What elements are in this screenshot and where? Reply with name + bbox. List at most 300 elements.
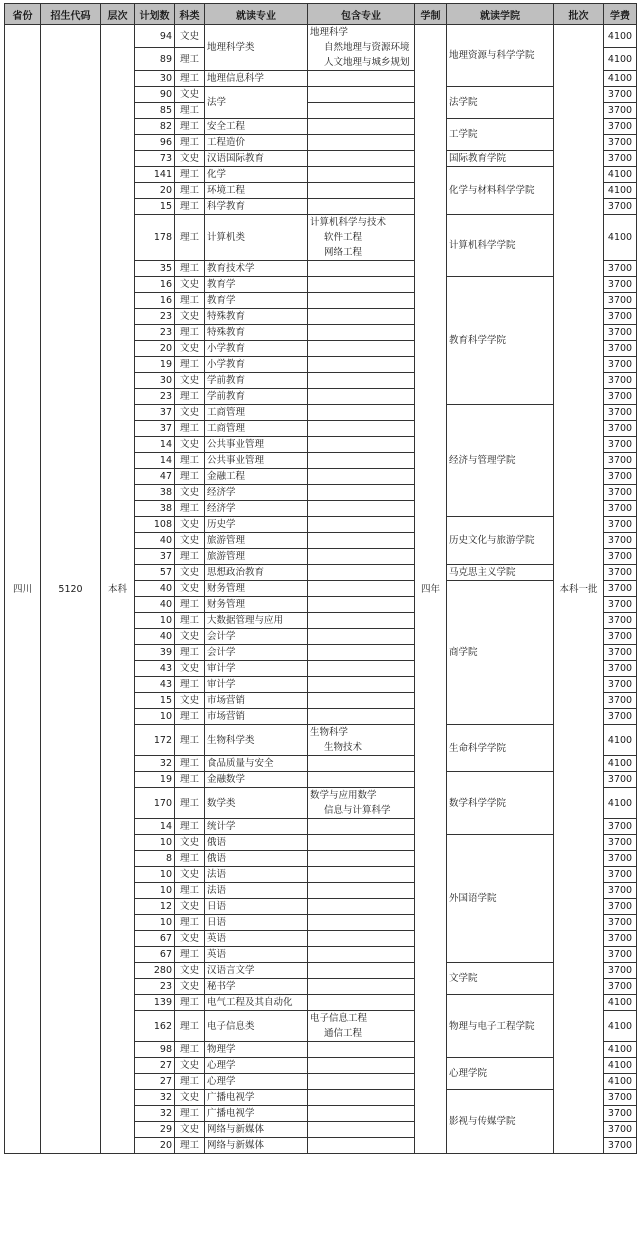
included-majors-empty bbox=[308, 151, 415, 167]
tuition-fee: 4100 bbox=[604, 215, 637, 261]
included-major-sub: 人文地理与城乡规划 bbox=[324, 57, 410, 68]
included-majors-empty bbox=[308, 963, 415, 979]
plan-count: 139 bbox=[135, 995, 175, 1011]
subject-category: 理工 bbox=[175, 883, 205, 899]
tuition-fee: 3700 bbox=[604, 867, 637, 883]
plan-count: 37 bbox=[135, 549, 175, 565]
included-majors-empty bbox=[308, 709, 415, 725]
plan-count: 141 bbox=[135, 167, 175, 183]
included-majors-empty bbox=[308, 835, 415, 851]
plan-count: 96 bbox=[135, 135, 175, 151]
tuition-fee: 3700 bbox=[604, 309, 637, 325]
major-name: 公共事业管理 bbox=[205, 437, 308, 453]
plan-count: 98 bbox=[135, 1042, 175, 1058]
included-major-sub: 生物技术 bbox=[324, 742, 363, 753]
tuition-fee: 3700 bbox=[604, 851, 637, 867]
tuition-fee: 3700 bbox=[604, 87, 637, 103]
plan-count: 32 bbox=[135, 1090, 175, 1106]
included-major-sub: 自然地理与资源环境 bbox=[324, 42, 410, 53]
major-name: 心理学 bbox=[205, 1074, 308, 1090]
subject-category: 理工 bbox=[175, 788, 205, 819]
tuition-fee: 3700 bbox=[604, 1106, 637, 1122]
major-name: 俄语 bbox=[205, 835, 308, 851]
included-majors-empty bbox=[308, 661, 415, 677]
included-majors-empty bbox=[308, 883, 415, 899]
subject-category: 文史 bbox=[175, 693, 205, 709]
plan-count: 8 bbox=[135, 851, 175, 867]
included-major-main: 数学与应用数学 bbox=[310, 790, 377, 801]
subject-category: 理工 bbox=[175, 421, 205, 437]
included-majors-empty bbox=[308, 453, 415, 469]
subject-category: 理工 bbox=[175, 103, 205, 119]
tuition-fee: 3700 bbox=[604, 931, 637, 947]
college-name: 工学院 bbox=[447, 119, 554, 151]
included-majors-empty bbox=[308, 135, 415, 151]
subject-category: 理工 bbox=[175, 756, 205, 772]
plan-count: 178 bbox=[135, 215, 175, 261]
plan-count: 10 bbox=[135, 709, 175, 725]
subject-category: 文史 bbox=[175, 661, 205, 677]
included-majors-empty bbox=[308, 995, 415, 1011]
included-majors-empty bbox=[308, 341, 415, 357]
included-majors-empty bbox=[308, 277, 415, 293]
major-name: 会计学 bbox=[205, 645, 308, 661]
included-majors-empty bbox=[308, 613, 415, 629]
tuition-fee: 3700 bbox=[604, 373, 637, 389]
included-major-sub: 通信工程 bbox=[324, 1028, 363, 1039]
table-body bbox=[5, 25, 637, 1154]
plan-count: 19 bbox=[135, 772, 175, 788]
tuition-fee: 3700 bbox=[604, 645, 637, 661]
major-name: 英语 bbox=[205, 947, 308, 963]
subject-category: 理工 bbox=[175, 995, 205, 1011]
major-name: 英语 bbox=[205, 931, 308, 947]
tuition-fee: 3700 bbox=[604, 1122, 637, 1138]
included-majors-empty bbox=[308, 1138, 415, 1154]
major-name: 法语 bbox=[205, 883, 308, 899]
tuition-fee: 4100 bbox=[604, 725, 637, 756]
tuition-fee: 4100 bbox=[604, 788, 637, 819]
plan-count: 12 bbox=[135, 899, 175, 915]
plan-count: 30 bbox=[135, 71, 175, 87]
tuition-fee: 4100 bbox=[604, 1058, 637, 1074]
tuition-fee: 4100 bbox=[604, 167, 637, 183]
header-province: 省份 bbox=[5, 4, 41, 25]
tuition-fee: 3700 bbox=[604, 819, 637, 835]
header-college: 就读学院 bbox=[447, 4, 554, 25]
plan-count: 89 bbox=[135, 48, 175, 71]
included-majors-empty bbox=[308, 1042, 415, 1058]
major-name: 公共事业管理 bbox=[205, 453, 308, 469]
subject-category: 文史 bbox=[175, 405, 205, 421]
subject-category: 理工 bbox=[175, 1138, 205, 1154]
major-name: 心理学 bbox=[205, 1058, 308, 1074]
major-name: 金融数学 bbox=[205, 772, 308, 788]
included-majors-empty bbox=[308, 405, 415, 421]
tuition-fee: 3700 bbox=[604, 979, 637, 995]
major-name: 会计学 bbox=[205, 629, 308, 645]
major-name: 大数据管理与应用 bbox=[205, 613, 308, 629]
included-majors-empty bbox=[308, 325, 415, 341]
subject-category: 文史 bbox=[175, 517, 205, 533]
subject-category: 理工 bbox=[175, 167, 205, 183]
plan-count: 10 bbox=[135, 867, 175, 883]
subject-category: 理工 bbox=[175, 597, 205, 613]
major-name: 思想政治教育 bbox=[205, 565, 308, 581]
major-name: 财务管理 bbox=[205, 581, 308, 597]
college-name: 商学院 bbox=[447, 581, 554, 725]
code-cell: 5120 bbox=[41, 25, 101, 1154]
plan-count: 23 bbox=[135, 389, 175, 405]
tuition-fee: 3700 bbox=[604, 1090, 637, 1106]
tuition-fee: 3700 bbox=[604, 469, 637, 485]
subject-category: 理工 bbox=[175, 1011, 205, 1042]
major-name: 市场营销 bbox=[205, 693, 308, 709]
tuition-fee: 3700 bbox=[604, 453, 637, 469]
plan-count: 94 bbox=[135, 25, 175, 48]
subject-category: 文史 bbox=[175, 277, 205, 293]
major-name: 广播电视学 bbox=[205, 1090, 308, 1106]
plan-count: 280 bbox=[135, 963, 175, 979]
major-name: 数学类 bbox=[205, 788, 308, 819]
tuition-fee: 4100 bbox=[604, 1011, 637, 1042]
duration-cell: 四年 bbox=[415, 25, 447, 1154]
major-name: 特殊教育 bbox=[205, 325, 308, 341]
subject-category: 理工 bbox=[175, 613, 205, 629]
major-name: 法学 bbox=[205, 87, 308, 119]
included-majors-empty bbox=[308, 103, 415, 119]
plan-count: 67 bbox=[135, 931, 175, 947]
included-majors-empty bbox=[308, 756, 415, 772]
province-cell: 四川 bbox=[5, 25, 41, 1154]
subject-category: 文史 bbox=[175, 485, 205, 501]
table-header-row bbox=[5, 4, 637, 25]
included-majors-empty bbox=[308, 693, 415, 709]
included-majors-empty bbox=[308, 87, 415, 103]
header-fee: 学费 bbox=[604, 4, 637, 25]
tuition-fee: 4100 bbox=[604, 25, 637, 48]
plan-count: 15 bbox=[135, 199, 175, 215]
tuition-fee: 3700 bbox=[604, 199, 637, 215]
tuition-fee: 4100 bbox=[604, 756, 637, 772]
tuition-fee: 3700 bbox=[604, 565, 637, 581]
major-name: 计算机类 bbox=[205, 215, 308, 261]
plan-count: 20 bbox=[135, 341, 175, 357]
plan-count: 23 bbox=[135, 979, 175, 995]
included-majors-empty bbox=[308, 293, 415, 309]
subject-category: 文史 bbox=[175, 25, 205, 48]
college-name: 经济与管理学院 bbox=[447, 405, 554, 517]
enrollment-plan-table bbox=[4, 3, 637, 1154]
plan-count: 39 bbox=[135, 645, 175, 661]
subject-category: 文史 bbox=[175, 1058, 205, 1074]
included-majors-empty bbox=[308, 1074, 415, 1090]
tuition-fee: 3700 bbox=[604, 405, 637, 421]
major-name: 物理学 bbox=[205, 1042, 308, 1058]
major-name: 教育技术学 bbox=[205, 261, 308, 277]
header-batch: 批次 bbox=[554, 4, 604, 25]
subject-category: 理工 bbox=[175, 357, 205, 373]
subject-category: 理工 bbox=[175, 851, 205, 867]
subject-category: 理工 bbox=[175, 453, 205, 469]
tuition-fee: 3700 bbox=[604, 501, 637, 517]
included-majors-empty bbox=[308, 915, 415, 931]
tuition-fee: 3700 bbox=[604, 533, 637, 549]
included-majors-empty bbox=[308, 373, 415, 389]
included-majors-empty bbox=[308, 645, 415, 661]
major-name: 食品质量与安全 bbox=[205, 756, 308, 772]
tuition-fee: 3700 bbox=[604, 772, 637, 788]
subject-category: 理工 bbox=[175, 1106, 205, 1122]
college-name: 数学科学学院 bbox=[447, 772, 554, 835]
included-majors-empty bbox=[308, 469, 415, 485]
plan-count: 14 bbox=[135, 437, 175, 453]
plan-count: 27 bbox=[135, 1058, 175, 1074]
included-major-main: 电子信息工程 bbox=[310, 1013, 368, 1024]
plan-count: 15 bbox=[135, 693, 175, 709]
subject-category: 文史 bbox=[175, 963, 205, 979]
major-name: 金融工程 bbox=[205, 469, 308, 485]
tuition-fee: 4100 bbox=[604, 183, 637, 199]
subject-category: 理工 bbox=[175, 325, 205, 341]
table-row bbox=[5, 25, 637, 48]
included-majors-empty bbox=[308, 261, 415, 277]
subject-category: 文史 bbox=[175, 309, 205, 325]
included-major-main: 地理科学 bbox=[310, 27, 349, 38]
included-major-main: 生物科学 bbox=[310, 727, 349, 738]
subject-category: 理工 bbox=[175, 819, 205, 835]
plan-count: 82 bbox=[135, 119, 175, 135]
subject-category: 文史 bbox=[175, 565, 205, 581]
included-majors-empty bbox=[308, 437, 415, 453]
included-majors-empty bbox=[308, 533, 415, 549]
included-majors-empty bbox=[308, 199, 415, 215]
included-majors-empty bbox=[308, 1106, 415, 1122]
major-name: 历史学 bbox=[205, 517, 308, 533]
subject-category: 文史 bbox=[175, 979, 205, 995]
major-name: 汉语国际教育 bbox=[205, 151, 308, 167]
tuition-fee: 3700 bbox=[604, 421, 637, 437]
subject-category: 文史 bbox=[175, 629, 205, 645]
college-name: 外国语学院 bbox=[447, 835, 554, 963]
plan-count: 67 bbox=[135, 947, 175, 963]
major-name: 财务管理 bbox=[205, 597, 308, 613]
plan-count: 16 bbox=[135, 293, 175, 309]
plan-count: 43 bbox=[135, 661, 175, 677]
plan-count: 23 bbox=[135, 325, 175, 341]
major-name: 日语 bbox=[205, 899, 308, 915]
plan-count: 20 bbox=[135, 183, 175, 199]
subject-category: 文史 bbox=[175, 533, 205, 549]
college-name: 国际教育学院 bbox=[447, 151, 554, 167]
included-majors-empty bbox=[308, 867, 415, 883]
subject-category: 文史 bbox=[175, 341, 205, 357]
header-duration: 学制 bbox=[415, 4, 447, 25]
included-major-main: 计算机科学与技术 bbox=[310, 217, 387, 228]
included-majors-empty bbox=[308, 517, 415, 533]
included-major-sub: 信息与计算科学 bbox=[324, 805, 391, 816]
subject-category: 文史 bbox=[175, 151, 205, 167]
plan-count: 38 bbox=[135, 485, 175, 501]
subject-category: 理工 bbox=[175, 215, 205, 261]
subject-category: 理工 bbox=[175, 119, 205, 135]
subject-category: 理工 bbox=[175, 469, 205, 485]
subject-category: 理工 bbox=[175, 772, 205, 788]
plan-count: 29 bbox=[135, 1122, 175, 1138]
plan-count: 14 bbox=[135, 819, 175, 835]
included-majors-empty bbox=[308, 1058, 415, 1074]
subject-category: 理工 bbox=[175, 709, 205, 725]
included-majors-empty bbox=[308, 485, 415, 501]
major-name: 审计学 bbox=[205, 677, 308, 693]
tuition-fee: 3700 bbox=[604, 437, 637, 453]
major-name: 旅游管理 bbox=[205, 549, 308, 565]
batch-cell: 本科一批 bbox=[554, 25, 604, 1154]
tuition-fee: 3700 bbox=[604, 613, 637, 629]
header-includes: 包含专业 bbox=[308, 4, 415, 25]
plan-count: 40 bbox=[135, 629, 175, 645]
plan-count: 47 bbox=[135, 469, 175, 485]
tuition-fee: 3700 bbox=[604, 709, 637, 725]
included-majors-empty bbox=[308, 581, 415, 597]
included-majors-empty bbox=[308, 183, 415, 199]
major-name: 网络与新媒体 bbox=[205, 1138, 308, 1154]
included-majors bbox=[308, 215, 415, 261]
included-majors-empty bbox=[308, 931, 415, 947]
major-name: 学前教育 bbox=[205, 373, 308, 389]
subject-category: 理工 bbox=[175, 947, 205, 963]
included-majors-empty bbox=[308, 1090, 415, 1106]
included-majors-empty bbox=[308, 501, 415, 517]
tuition-fee: 4100 bbox=[604, 48, 637, 71]
tuition-fee: 3700 bbox=[604, 1138, 637, 1154]
plan-count: 14 bbox=[135, 453, 175, 469]
major-name: 俄语 bbox=[205, 851, 308, 867]
subject-category: 理工 bbox=[175, 261, 205, 277]
plan-count: 170 bbox=[135, 788, 175, 819]
included-majors-empty bbox=[308, 851, 415, 867]
subject-category: 理工 bbox=[175, 915, 205, 931]
subject-category: 文史 bbox=[175, 87, 205, 103]
major-name: 工程造价 bbox=[205, 135, 308, 151]
plan-count: 37 bbox=[135, 405, 175, 421]
tuition-fee: 3700 bbox=[604, 389, 637, 405]
college-name: 生命科学学院 bbox=[447, 725, 554, 772]
tuition-fee: 3700 bbox=[604, 549, 637, 565]
subject-category: 理工 bbox=[175, 725, 205, 756]
plan-count: 35 bbox=[135, 261, 175, 277]
major-name: 生物科学类 bbox=[205, 725, 308, 756]
tuition-fee: 3700 bbox=[604, 341, 637, 357]
major-name: 审计学 bbox=[205, 661, 308, 677]
subject-category: 理工 bbox=[175, 71, 205, 87]
header-level: 层次 bbox=[101, 4, 135, 25]
included-majors bbox=[308, 788, 415, 819]
tuition-fee: 3700 bbox=[604, 485, 637, 501]
college-name: 物理与电子工程学院 bbox=[447, 995, 554, 1058]
subject-category: 文史 bbox=[175, 867, 205, 883]
included-majors-empty bbox=[308, 677, 415, 693]
tuition-fee: 3700 bbox=[604, 261, 637, 277]
tuition-fee: 3700 bbox=[604, 357, 637, 373]
college-name: 文学院 bbox=[447, 963, 554, 995]
included-majors-empty bbox=[308, 597, 415, 613]
tuition-fee: 3700 bbox=[604, 693, 637, 709]
subject-category: 理工 bbox=[175, 293, 205, 309]
tuition-fee: 3700 bbox=[604, 947, 637, 963]
major-name: 统计学 bbox=[205, 819, 308, 835]
major-name: 地理信息科学 bbox=[205, 71, 308, 87]
college-name: 化学与材料科学学院 bbox=[447, 167, 554, 215]
tuition-fee: 3700 bbox=[604, 517, 637, 533]
tuition-fee: 3700 bbox=[604, 883, 637, 899]
college-name: 心理学院 bbox=[447, 1058, 554, 1090]
plan-count: 40 bbox=[135, 533, 175, 549]
major-name: 电气工程及其自动化 bbox=[205, 995, 308, 1011]
tuition-fee: 3700 bbox=[604, 963, 637, 979]
major-name: 日语 bbox=[205, 915, 308, 931]
college-name: 计算机科学学院 bbox=[447, 215, 554, 277]
included-majors-empty bbox=[308, 309, 415, 325]
major-name: 教育学 bbox=[205, 293, 308, 309]
included-majors-empty bbox=[308, 1122, 415, 1138]
tuition-fee: 3700 bbox=[604, 899, 637, 915]
enrollment-plan bbox=[4, 3, 636, 1154]
major-name: 化学 bbox=[205, 167, 308, 183]
major-name: 秘书学 bbox=[205, 979, 308, 995]
subject-category: 理工 bbox=[175, 501, 205, 517]
tuition-fee: 4100 bbox=[604, 71, 637, 87]
tuition-fee: 3700 bbox=[604, 135, 637, 151]
plan-count: 37 bbox=[135, 421, 175, 437]
college-name: 影视与传媒学院 bbox=[447, 1090, 554, 1154]
plan-count: 10 bbox=[135, 835, 175, 851]
tuition-fee: 3700 bbox=[604, 277, 637, 293]
included-majors-empty bbox=[308, 167, 415, 183]
major-name: 市场营销 bbox=[205, 709, 308, 725]
plan-count: 38 bbox=[135, 501, 175, 517]
header-category: 科类 bbox=[175, 4, 205, 25]
major-name: 广播电视学 bbox=[205, 1106, 308, 1122]
included-majors-empty bbox=[308, 421, 415, 437]
plan-count: 90 bbox=[135, 87, 175, 103]
included-majors-empty bbox=[308, 389, 415, 405]
subject-category: 理工 bbox=[175, 48, 205, 71]
subject-category: 理工 bbox=[175, 677, 205, 693]
tuition-fee: 3700 bbox=[604, 835, 637, 851]
plan-count: 10 bbox=[135, 613, 175, 629]
tuition-fee: 3700 bbox=[604, 293, 637, 309]
plan-count: 108 bbox=[135, 517, 175, 533]
tuition-fee: 3700 bbox=[604, 677, 637, 693]
subject-category: 理工 bbox=[175, 645, 205, 661]
tuition-fee: 4100 bbox=[604, 995, 637, 1011]
major-name: 工商管理 bbox=[205, 405, 308, 421]
major-name: 安全工程 bbox=[205, 119, 308, 135]
subject-category: 理工 bbox=[175, 183, 205, 199]
major-name: 电子信息类 bbox=[205, 1011, 308, 1042]
college-name: 历史文化与旅游学院 bbox=[447, 517, 554, 565]
plan-count: 16 bbox=[135, 277, 175, 293]
subject-category: 文史 bbox=[175, 373, 205, 389]
major-name: 小学教育 bbox=[205, 341, 308, 357]
subject-category: 文史 bbox=[175, 1122, 205, 1138]
included-majors-empty bbox=[308, 565, 415, 581]
tuition-fee: 3700 bbox=[604, 597, 637, 613]
plan-count: 10 bbox=[135, 883, 175, 899]
tuition-fee: 3700 bbox=[604, 629, 637, 645]
tuition-fee: 3700 bbox=[604, 661, 637, 677]
